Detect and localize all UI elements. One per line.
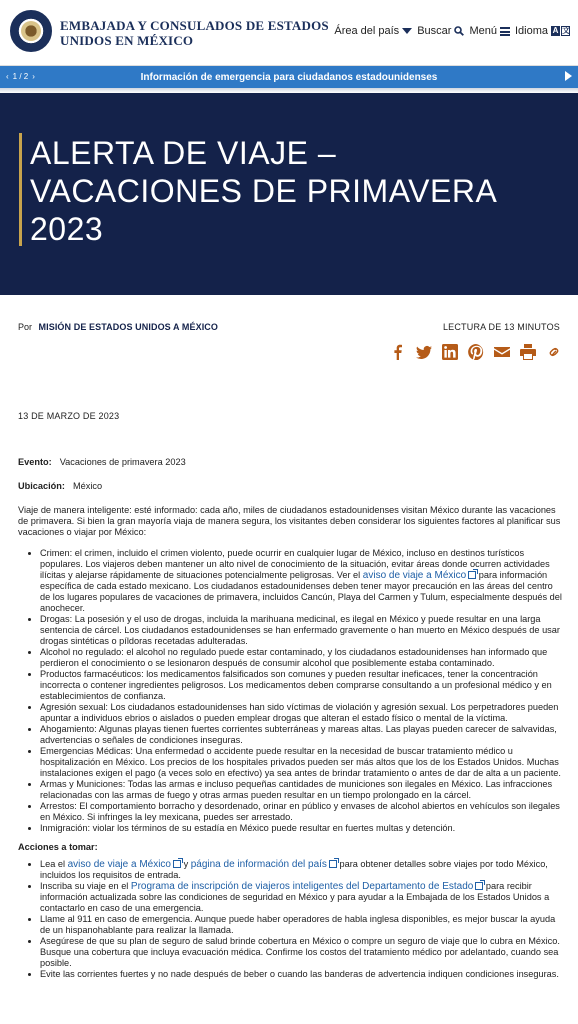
event-label: Evento: [18,457,52,467]
embassy-seal-logo[interactable] [10,10,52,52]
top-nav [334,25,570,37]
banner-pager-count: 1 / 2 [12,72,29,81]
crime-text-a: Crimen: el crimen, incluido el crimen violento, puede ocurrir en cualquier lugar de México, incluso en destinos turísticos populares. Los viajeros deben mantener un alto nivel de conocimiento de la situación, evitar áreas donde ocurren actividades ilícitas y alejarse rápidamente de situaciones potencialmente peligrosas. Ver el [40,548,550,580]
step-program-link[interactable] [131,881,483,892]
email-icon[interactable] [493,343,510,360]
link-icon[interactable] [545,343,562,360]
banner-title[interactable]: Información de emergencia para ciudadanos estadounidenses [140,72,438,83]
enroll-text-b: para recibir información actualizada sobre las condiciones de seguridad en México y para ayudar a la Embajada de los Estados Unidos a contactarlo en caso de una emergencia. [40,881,550,913]
chevron-left-icon[interactable]: ‹ [6,72,9,81]
read-text-y: y [183,859,189,869]
factors-list [18,548,563,834]
nav-area-label: Área del país [334,25,400,37]
nav-area-del-pais[interactable] [334,25,412,37]
list-item [40,881,563,914]
crime-text-b: para información específica de cada estado mexicano. Los ciudadanos estadounidenses deben tener mayor precaución en las áreas del centro de los lugares populares de vacaciones de primavera, incluidos Cancún, Playa del Carmen y Tulum, especialmente después del anochecer. [40,570,562,613]
twitter-icon[interactable] [415,343,432,360]
location-row [18,481,563,492]
emergency-banner[interactable] [0,66,578,88]
list-item: • Evite las corrientes fuertes y no nade después de beber o cuando las banderas de advertencia indiquen condiciones inseguras. [40,969,563,980]
list-item: • Productos farmacéuticos: los medicamentos falsificados son comunes y pueden resultar ineficaces, tener la concentración incorrecta o contener ingredientes peligrosos. Los medicamentos deben comprarse consultando a un profesional médico y en establecimientos de confianza. [40,669,563,702]
location-value: México [72,481,103,491]
share-bar [389,343,562,360]
hero-accent-bar [19,133,22,246]
linkedin-icon[interactable] [441,343,458,360]
external-link-icon [475,882,483,890]
external-link-icon [173,860,181,868]
print-icon[interactable] [519,343,536,360]
list-item [40,859,563,881]
step-program-link-text: Programa de inscripción de viajeros inteligentes del Departamento de Estado [130,881,474,892]
hero-section [0,93,578,295]
list-item: • Emergencias Médicas: Una enfermedad o accidente puede resultar en la necesidad de buscar tratamiento médico u hospitalización en México. Los precios de los hospitales privados pueden ser más altos que los de los Estados Unidos. Muchas instalaciones exigen el pago (a veces solo en efectivo) ya sea antes de brindar tratamiento o antes de dar de alta a un paciente. [40,746,563,779]
facebook-icon[interactable] [389,343,406,360]
location-label: Ubicación: [18,481,65,491]
travel-advisory-link-2-text: aviso de viaje a México [67,859,171,870]
read-text-a: Lea el [40,859,66,869]
nav-menu[interactable] [469,25,510,37]
byline [18,322,218,332]
travel-advisory-link-2[interactable] [68,859,181,870]
list-item [40,548,563,614]
list-item: • Llame al 911 en caso de emergencia. Aunque puede haber operadores de habla inglesa disponibles, es mejor buscar la ayuda de un hispanohablante para realizar la llamada. [40,914,563,936]
list-item: • Armas y Municiones: Todas las armas e incluso pequeñas cantidades de municiones son ilegales en México. Las infracciones relacionadas con las armas de fuego y otras armas pueden resultar en un tiempo prolongado en la cárcel. [40,779,563,801]
country-info-link-text: página de información del país [190,859,327,870]
banner-next-arrow-icon[interactable] [565,71,572,81]
hamburger-menu-icon [500,27,510,36]
external-link-icon [329,860,337,868]
travel-advisory-link-text: aviso de viaje a México [362,570,467,581]
chevron-right-icon[interactable]: › [32,72,35,81]
list-item: • Drogas: La posesión y el uso de drogas, incluida la marihuana medicinal, es ilegal en México y puede resultar en una larga sentencia de cárcel. Los ciudadanos estadounidenses se han enfermado gravemente o han muerto en México después de usar drogas sintéticas o píldoras recetadas adulteradas. [40,614,563,647]
external-link-icon [468,571,476,579]
byline-author[interactable]: MISIÓN DE ESTADOS UNIDOS A MÉXICO [38,322,219,332]
page-title: ALERTA DE VIAJE – VACACIONES DE PRIMAVERA 2023 [30,135,496,247]
enroll-text-a: Inscriba su viaje en el [40,881,129,891]
article-body [18,457,563,980]
publish-date: 13 DE MARZO DE 2023 [18,411,120,421]
actions-heading: Acciones a tomar: [18,842,98,852]
pinterest-icon[interactable] [467,343,484,360]
read-time: LECTURA DE 13 MINUTOS [442,322,560,332]
event-row [18,457,563,468]
search-icon [454,26,464,36]
language-icon: A 文 [552,26,570,35]
intro-paragraph: Viaje de manera inteligente: esté informado: cada año, miles de ciudadanos estadounidenses visitan México durante las vacaciones de primavera. Si bien la gran mayoría viaja de manera segura, los visitantes deben considerar los siguientes factores al planificar sus vacaciones o viajar por México: [18,505,561,537]
list-item: • Asegúrese de que su plan de seguro de salud brinde cobertura en México o compre un seguro de viaje que lo cubra en México. Busque una cobertura que incluya evacuación médica. Confirme los costos del tratamiento médico por adelantado, cuando sea posible. [40,936,563,969]
list-item: • Arrestos: El comportamiento borracho y desordenado, orinar en público y envases de alcohol abiertos en vehículos son ilegales en México. Si infringes la ley mexicana, puedes ser arrestado. [40,801,563,823]
caret-down-icon [402,28,412,34]
country-info-link[interactable] [191,859,337,870]
actions-list [18,859,563,980]
byline-prefix: Por [18,322,33,332]
list-item: • Ahogamiento: Algunas playas tienen fuertes corrientes subterráneas y mareas altas. Las playas pueden carecer de salvavidas, advertencias o señales de condiciones inseguras. [40,724,563,746]
nav-menu-label: Menú [469,25,497,37]
list-item: • Inmigración: violar los términos de su estadía en México puede resultar en fuertes multas y detención. [40,823,563,834]
nav-language[interactable] [515,25,570,37]
travel-advisory-link[interactable] [363,570,476,581]
nav-language-label: Idioma [514,25,548,37]
site-title[interactable]: EMBAJADA Y CONSULADOS DE ESTADOS UNIDOS EN MÉXICO [60,18,329,48]
list-item: • Agresión sexual: Los ciudadanos estadounidenses han sido víctimas de violación y agresión sexual. Los perpetradores pueden apuntar a individuos ebrios o aislados o pueden emplear drogas que alteran el estado físico o mental de la víctima. [40,702,563,724]
nav-search[interactable] [417,25,464,37]
read-text-b: para obtener detalles sobre viajes por todo México, incluidos los requisitos de entrada. [40,859,548,880]
site-header [0,0,578,66]
event-value: Vacaciones de primavera 2023 [59,457,186,467]
list-item: • Alcohol no regulado: el alcohol no regulado puede estar contaminado, y los ciudadanos estadounidenses han informado que perdieron el conocimiento o se lesionaron después de consumir alcohol que posiblemente estaba contaminado. [40,647,563,669]
nav-search-label: Buscar [417,25,452,37]
